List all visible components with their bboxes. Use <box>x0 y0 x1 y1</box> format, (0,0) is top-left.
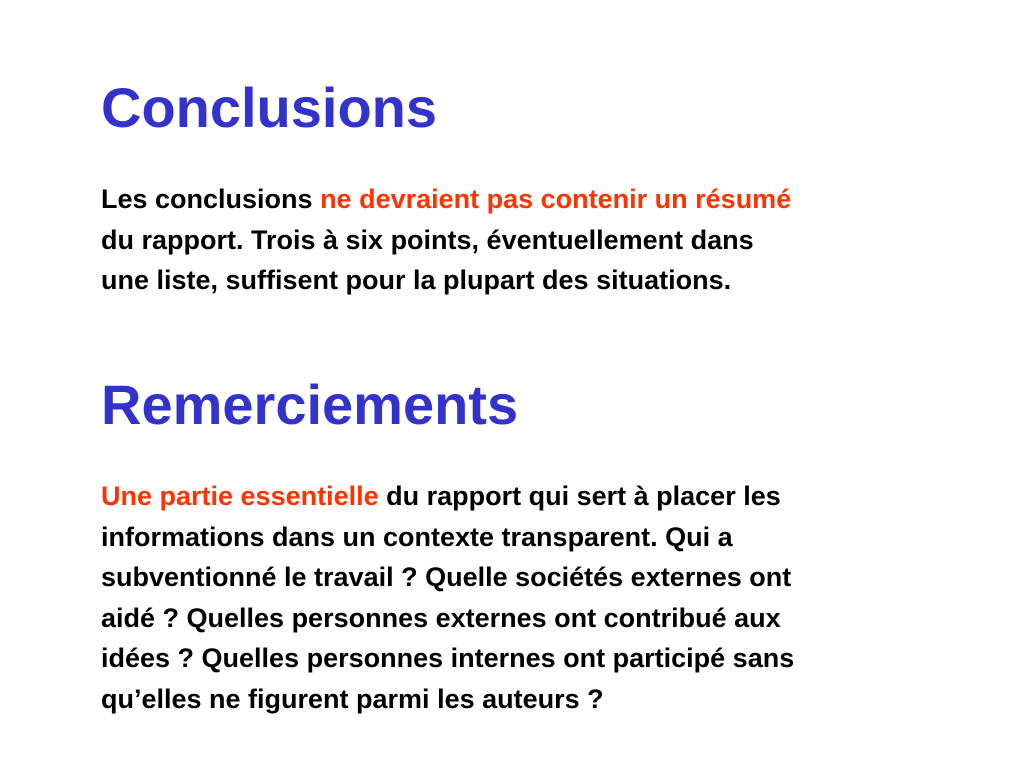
paragraph-line <box>101 598 981 639</box>
paragraph-line <box>101 179 981 220</box>
remerciements-heading: Remerciements <box>101 373 519 436</box>
paragraph-line <box>101 260 981 301</box>
body-text: idées ? Quelles personnes internes ont participé sans <box>101 643 795 673</box>
body-text: aidé ? Quelles personnes externes ont contribué aux <box>101 602 781 633</box>
highlighted-text: Une partie essentielle <box>101 481 379 511</box>
paragraph-line <box>101 220 981 261</box>
conclusions-paragraph <box>101 179 981 301</box>
highlighted-text: ne devraient pas contenir un résumé <box>320 184 792 214</box>
conclusions-heading: Conclusions <box>101 76 438 139</box>
paragraph-line <box>101 557 981 598</box>
paragraph-line <box>101 638 981 679</box>
paragraph-line <box>101 679 981 720</box>
body-text: une liste, suffisent pour la plupart des situations. <box>101 265 732 295</box>
body-text: du rapport. Trois à six points, éventuellement dans <box>101 224 754 255</box>
body-text: subventionné le travail ? Quelle sociétés externes ont <box>101 562 792 592</box>
remerciements-paragraph <box>101 476 981 719</box>
body-text: informations dans un contexte transparent. Qui a <box>101 521 733 552</box>
paragraph-line <box>101 517 981 558</box>
paragraph-line <box>101 476 981 517</box>
body-text: qu’elles ne figurent parmi les auteurs ? <box>101 683 604 714</box>
body-text: Les conclusions <box>101 184 321 214</box>
body-text: du rapport qui sert à placer les <box>378 481 781 511</box>
